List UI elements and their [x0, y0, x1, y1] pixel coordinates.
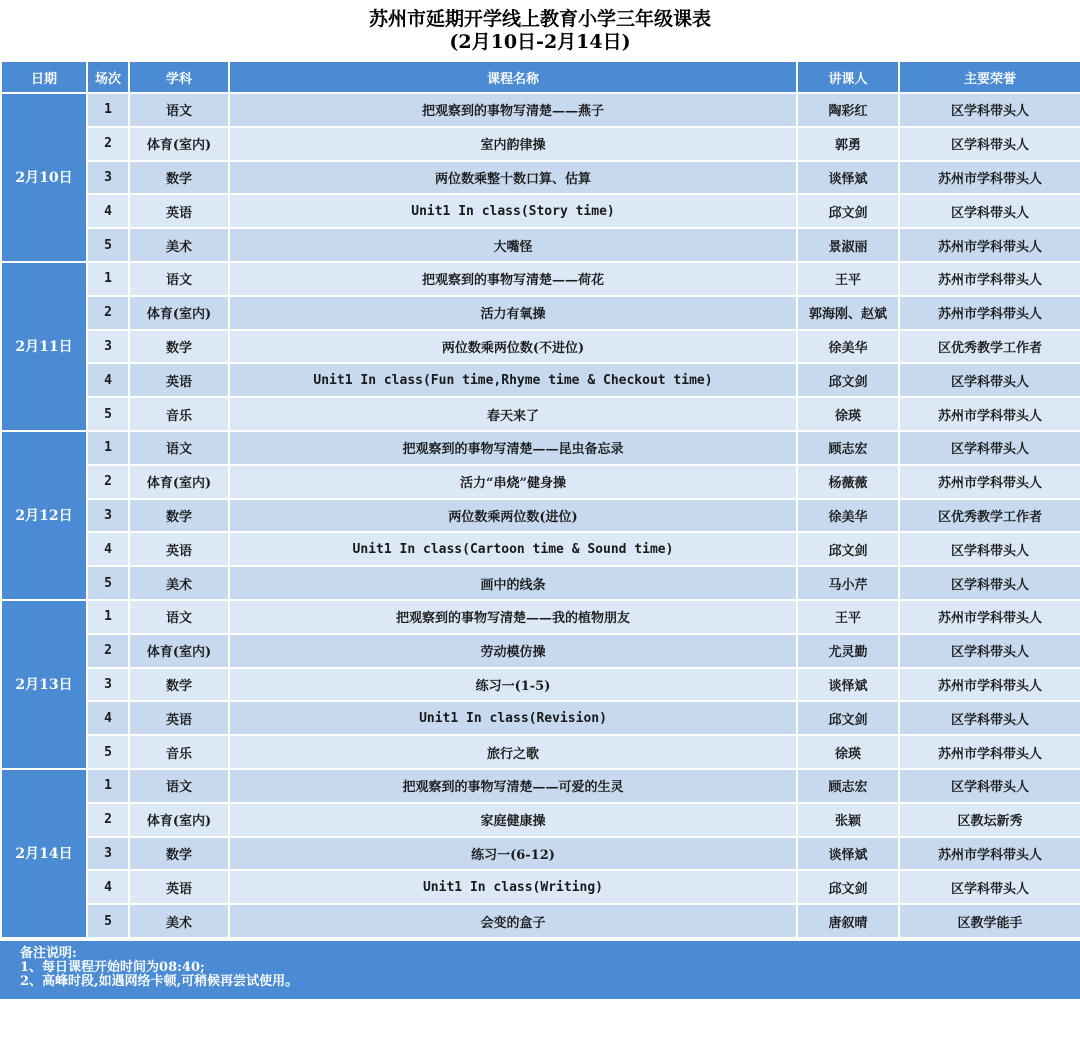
notes-line: 2、高峰时段,如遇网络卡顿,可稍候再尝试使用。 [20, 973, 299, 989]
course-name-cell: Unit1 In class(Fun time,Rhyme time & Checkout time) [229, 363, 797, 397]
honor-cell: 苏州市学科带头人 [899, 228, 1080, 262]
date-cell: 2月11日 [1, 262, 87, 431]
header-course: 课程名称 [229, 61, 797, 93]
honor-cell: 区学科带头人 [899, 532, 1080, 566]
honor-cell: 区优秀教学工作者 [899, 499, 1080, 533]
session-number: 1 [87, 93, 129, 127]
honor-cell: 苏州市学科带头人 [899, 161, 1080, 195]
table-row [1, 769, 1080, 803]
header-subject: 学科 [129, 61, 229, 93]
teacher-cell: 郭勇 [797, 127, 899, 161]
honor-cell: 苏州市学科带头人 [899, 668, 1080, 702]
notes-heading: 备注说明: [20, 945, 77, 961]
teacher-cell: 邱文剑 [797, 870, 899, 904]
table-row [1, 93, 1080, 127]
teacher-cell: 顾志宏 [797, 431, 899, 465]
subject-cell: 数学 [129, 161, 229, 195]
session-number: 2 [87, 634, 129, 668]
subject-cell: 体育(室内) [129, 296, 229, 330]
table-header-row [1, 61, 1080, 93]
subject-cell: 语文 [129, 431, 229, 465]
table-row [1, 397, 1080, 431]
honor-cell: 区教学能手 [899, 904, 1080, 938]
course-name-cell: 把观察到的事物写清楚——我的植物朋友 [229, 600, 797, 634]
table-row [1, 228, 1080, 262]
table-row [1, 330, 1080, 364]
honor-cell: 苏州市学科带头人 [899, 296, 1080, 330]
session-number: 3 [87, 330, 129, 364]
session-number: 1 [87, 600, 129, 634]
subject-cell: 英语 [129, 870, 229, 904]
session-number: 5 [87, 904, 129, 938]
teacher-cell: 邱文剑 [797, 532, 899, 566]
table-row [1, 600, 1080, 634]
subject-cell: 英语 [129, 363, 229, 397]
table-row [1, 634, 1080, 668]
subject-cell: 美术 [129, 228, 229, 262]
notes-section [0, 939, 1080, 999]
subject-cell: 语文 [129, 600, 229, 634]
teacher-cell: 邱文剑 [797, 363, 899, 397]
header-teacher: 讲课人 [797, 61, 899, 93]
teacher-cell: 杨薇薇 [797, 465, 899, 499]
session-number: 5 [87, 566, 129, 600]
table-row [1, 668, 1080, 702]
honor-cell: 区学科带头人 [899, 363, 1080, 397]
subject-cell: 英语 [129, 701, 229, 735]
table-row [1, 870, 1080, 904]
course-name-cell: Unit1 In class(Story time) [229, 194, 797, 228]
honor-cell: 区学科带头人 [899, 769, 1080, 803]
honor-cell: 区学科带头人 [899, 194, 1080, 228]
table-row [1, 296, 1080, 330]
table-row [1, 837, 1080, 871]
subject-cell: 数学 [129, 330, 229, 364]
honor-cell: 区学科带头人 [899, 431, 1080, 465]
subject-cell: 体育(室内) [129, 465, 229, 499]
session-number: 5 [87, 397, 129, 431]
subject-cell: 体育(室内) [129, 803, 229, 837]
teacher-cell: 顾志宏 [797, 769, 899, 803]
honor-cell: 苏州市学科带头人 [899, 397, 1080, 431]
session-number: 3 [87, 161, 129, 195]
honor-cell: 区学科带头人 [899, 634, 1080, 668]
subject-cell: 美术 [129, 566, 229, 600]
course-name-cell: 把观察到的事物写清楚——燕子 [229, 93, 797, 127]
course-name-cell: 练习一(6-12) [229, 837, 797, 871]
course-name-cell: 家庭健康操 [229, 803, 797, 837]
session-number: 3 [87, 499, 129, 533]
teacher-cell: 邱文剑 [797, 194, 899, 228]
teacher-cell: 张颖 [797, 803, 899, 837]
honor-cell: 区学科带头人 [899, 127, 1080, 161]
course-name-cell: 练习一(1-5) [229, 668, 797, 702]
course-name-cell: 把观察到的事物写清楚——可爱的生灵 [229, 769, 797, 803]
session-number: 5 [87, 228, 129, 262]
table-row [1, 194, 1080, 228]
date-cell: 2月13日 [1, 600, 87, 769]
subject-cell: 数学 [129, 499, 229, 533]
title-block [0, 0, 1080, 60]
teacher-cell: 徐美华 [797, 499, 899, 533]
teacher-cell: 景淑丽 [797, 228, 899, 262]
teacher-cell: 唐叙晴 [797, 904, 899, 938]
teacher-cell: 郭海刚、赵斌 [797, 296, 899, 330]
subject-cell: 数学 [129, 837, 229, 871]
subject-cell: 英语 [129, 532, 229, 566]
session-number: 2 [87, 296, 129, 330]
course-name-cell: 活力有氧操 [229, 296, 797, 330]
date-cell: 2月12日 [1, 431, 87, 600]
course-name-cell: Unit1 In class(Writing) [229, 870, 797, 904]
honor-cell: 区学科带头人 [899, 870, 1080, 904]
course-name-cell: 两位数乘两位数(不进位) [229, 330, 797, 364]
table-row [1, 735, 1080, 769]
teacher-cell: 徐瑛 [797, 397, 899, 431]
teacher-cell: 谈怿斌 [797, 837, 899, 871]
date-cell: 2月14日 [1, 769, 87, 938]
course-name-cell: Unit1 In class(Revision) [229, 701, 797, 735]
subject-cell: 数学 [129, 668, 229, 702]
subject-cell: 音乐 [129, 735, 229, 769]
session-number: 4 [87, 532, 129, 566]
schedule-table [0, 60, 1080, 939]
honor-cell: 苏州市学科带头人 [899, 262, 1080, 296]
course-name-cell: 两位数乘整十数口算、估算 [229, 161, 797, 195]
course-name-cell: 两位数乘两位数(进位) [229, 499, 797, 533]
session-number: 1 [87, 769, 129, 803]
session-number: 2 [87, 803, 129, 837]
teacher-cell: 王平 [797, 600, 899, 634]
session-number: 3 [87, 837, 129, 871]
table-row [1, 532, 1080, 566]
teacher-cell: 谈怿斌 [797, 668, 899, 702]
table-row [1, 262, 1080, 296]
table-row [1, 161, 1080, 195]
table-row [1, 499, 1080, 533]
honor-cell: 区优秀教学工作者 [899, 330, 1080, 364]
honor-cell: 苏州市学科带头人 [899, 600, 1080, 634]
teacher-cell: 徐瑛 [797, 735, 899, 769]
teacher-cell: 王平 [797, 262, 899, 296]
table-row [1, 566, 1080, 600]
subject-cell: 语文 [129, 93, 229, 127]
honor-cell: 区学科带头人 [899, 566, 1080, 600]
subject-cell: 体育(室内) [129, 127, 229, 161]
teacher-cell: 徐美华 [797, 330, 899, 364]
session-number: 3 [87, 668, 129, 702]
honor-cell: 苏州市学科带头人 [899, 837, 1080, 871]
subject-cell: 语文 [129, 262, 229, 296]
course-name-cell: 画中的线条 [229, 566, 797, 600]
course-name-cell: 室内韵律操 [229, 127, 797, 161]
table-row [1, 803, 1080, 837]
table-row [1, 363, 1080, 397]
teacher-cell: 尤灵勤 [797, 634, 899, 668]
header-honor: 主要荣誉 [899, 61, 1080, 93]
date-cell: 2月10日 [1, 93, 87, 262]
subject-cell: 音乐 [129, 397, 229, 431]
session-number: 4 [87, 194, 129, 228]
session-number: 4 [87, 701, 129, 735]
header-date: 日期 [1, 61, 87, 93]
honor-cell: 区教坛新秀 [899, 803, 1080, 837]
session-number: 1 [87, 262, 129, 296]
subject-cell: 英语 [129, 194, 229, 228]
course-name-cell: 旅行之歌 [229, 735, 797, 769]
session-number: 4 [87, 363, 129, 397]
table-row [1, 431, 1080, 465]
table-row [1, 904, 1080, 938]
page-subtitle: (2月10日-2月14日) [449, 31, 631, 53]
teacher-cell: 邱文剑 [797, 701, 899, 735]
teacher-cell: 陶彩红 [797, 93, 899, 127]
session-number: 2 [87, 465, 129, 499]
teacher-cell: 谈怿斌 [797, 161, 899, 195]
subject-cell: 体育(室内) [129, 634, 229, 668]
subject-cell: 语文 [129, 769, 229, 803]
teacher-cell: 马小芹 [797, 566, 899, 600]
course-name-cell: 把观察到的事物写清楚——荷花 [229, 262, 797, 296]
session-number: 4 [87, 870, 129, 904]
course-name-cell: 活力“串烧”健身操 [229, 465, 797, 499]
session-number: 1 [87, 431, 129, 465]
table-row [1, 701, 1080, 735]
course-name-cell: 把观察到的事物写清楚——昆虫备忘录 [229, 431, 797, 465]
honor-cell: 苏州市学科带头人 [899, 465, 1080, 499]
honor-cell: 苏州市学科带头人 [899, 735, 1080, 769]
header-session: 场次 [87, 61, 129, 93]
course-name-cell: 春天来了 [229, 397, 797, 431]
table-row [1, 465, 1080, 499]
session-number: 2 [87, 127, 129, 161]
course-name-cell: Unit1 In class(Cartoon time & Sound time) [229, 532, 797, 566]
honor-cell: 区学科带头人 [899, 701, 1080, 735]
course-name-cell: 劳动模仿操 [229, 634, 797, 668]
subject-cell: 美术 [129, 904, 229, 938]
table-row [1, 127, 1080, 161]
session-number: 5 [87, 735, 129, 769]
course-name-cell: 会变的盒子 [229, 904, 797, 938]
notes-line: 1、每日课程开始时间为08:40; [20, 959, 205, 975]
course-name-cell: 大嘴怪 [229, 228, 797, 262]
page-title: 苏州市延期开学线上教育小学三年级课表 [368, 8, 711, 30]
schedule-body [1, 93, 1080, 938]
honor-cell: 区学科带头人 [899, 93, 1080, 127]
